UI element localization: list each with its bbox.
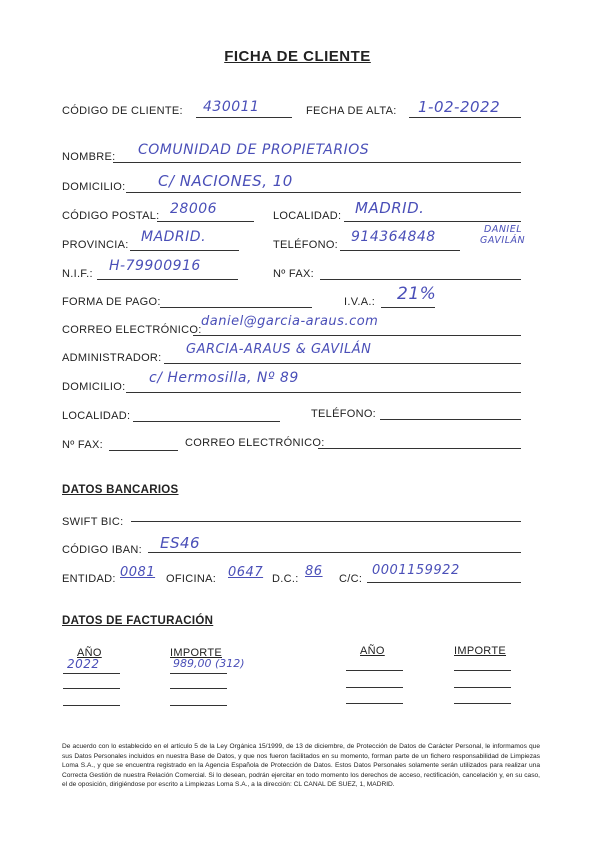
vat-line [381,307,435,308]
swift-line [131,521,521,522]
name-line [113,162,521,163]
billing-year-line [346,687,403,688]
payment-method-line [160,307,312,308]
billing-year-line [346,670,403,671]
province-line [130,250,239,251]
fax-line [320,279,521,280]
name-label: NOMBRE: [62,151,116,163]
registration-date-value[interactable]: 1-02-2022 [418,98,501,116]
administrator-label: ADMINISTRADOR: [62,352,162,364]
billing-amount-line [454,703,511,704]
privacy-notice: De acuerdo con lo establecido en el artículo 5 de la Ley Orgánica 15/1999, de 13 de diciembre, de Protección de Datos de Carácter Personal, le informamos que sus Datos Personales incluidos en nuestra Base de Datos, y que nos fueron facilitados en su momento, forman parte de un fichero responsabilidad de Limpiezas Loma S.A., y que se encuentra registrado en la Agencia Española de Protección de Datos. Estos Datos Personales solamente serán utilizados para realizar una Correcta Gestión de nuestra Relación Comercial. Si lo desean, podrán ejercitar en todo momento los derechos de acceso, rectificación, cancelación y, en su caso, el de oposición, dirigiéndose por escrito a Limpiezas Loma S.A., a la dirección: CL CANAL DE SUEZ, 1, MADRID. [62,743,540,789]
province-value[interactable]: MADRID. [141,229,207,245]
postal-code-label: CÓDIGO POSTAL: [62,210,160,222]
admin-locality-label: LOCALIDAD: [62,410,131,422]
page-title: FICHA DE CLIENTE [224,48,371,65]
admin-address-value[interactable]: c/ Hermosilla, Nº 89 [149,370,299,386]
billing-amount-line [170,673,227,674]
customer-code-value[interactable]: 430011 [203,99,260,115]
phone-value[interactable]: 914364848 [351,229,436,245]
fax-label: Nº FAX: [273,268,314,280]
province-label: PROVINCIA: [62,239,129,251]
billing-year-header-2: AÑO [360,645,385,657]
office-value[interactable]: 0647 [228,565,264,580]
address-value[interactable]: C/ NACIONES, 10 [158,172,293,190]
billing-year-header-1: AÑO [77,647,102,659]
customer-code-label: CÓDIGO DE CLIENTE: [62,105,183,117]
email-label: CORREO ELECTRÓNICO: [62,324,202,336]
admin-phone-line [380,419,521,420]
admin-address-line [126,392,521,393]
nif-label: N.I.F.: [62,268,93,280]
swift-label: SWIFT BIC: [62,516,124,528]
phone-label: TELÉFONO: [273,239,339,251]
admin-fax-label: Nº FAX: [62,439,103,451]
entity-value[interactable]: 0081 [120,565,156,580]
admin-phone-label: TELÉFONO: [311,408,377,420]
email-line [193,335,521,336]
iban-line [148,552,521,553]
administrator-line [164,363,521,364]
vat-value[interactable]: 21% [397,284,437,304]
entity-label: ENTIDAD: [62,573,116,585]
admin-email-label: CORREO ELECTRÓNICO: [185,437,325,449]
billing-amount-line [454,687,511,688]
postal-code-value[interactable]: 28006 [170,201,218,217]
account-label: C/C: [339,573,363,585]
address-line [126,192,521,193]
phone-note-2: GAVILÁN [480,235,526,246]
registration-date-line [409,117,521,118]
name-value[interactable]: COMUNIDAD DE PROPIETARIOS [138,142,370,158]
nif-line [97,279,238,280]
billing-section-title: DATOS DE FACTURACIÓN [62,615,214,627]
locality-label: LOCALIDAD: [273,210,342,222]
bank-section-title: DATOS BANCARIOS [62,484,179,496]
phone-line [340,250,460,251]
account-line [367,582,521,583]
billing-amount-header-1: IMPORTE [170,647,223,659]
billing-year-line [63,705,120,706]
dc-value[interactable]: 86 [305,564,323,579]
office-label: OFICINA: [166,573,217,585]
address-label: DOMICILIO: [62,181,126,193]
iban-label: CÓDIGO IBAN: [62,544,142,556]
billing-year-line [63,673,120,674]
iban-value[interactable]: ES46 [160,534,201,552]
billing-amount-header-2: IMPORTE [454,645,507,657]
payment-method-label: FORMA DE PAGO: [62,296,161,308]
dc-label: D.C.: [272,573,299,585]
billing-amount-line [170,688,227,689]
customer-code-line [196,117,292,118]
billing-row-year[interactable]: 2022 [67,657,100,671]
vat-label: I.V.A.: [344,296,376,308]
nif-value[interactable]: H-79900916 [109,258,201,274]
admin-locality-line [133,421,280,422]
admin-email-line [318,448,521,449]
billing-amount-line [170,705,227,706]
postal-code-line [157,221,254,222]
billing-year-line [346,703,403,704]
email-value[interactable]: daniel@garcia-araus.com [201,314,379,329]
admin-fax-line [109,450,178,451]
billing-amount-line [454,670,511,671]
locality-value[interactable]: MADRID. [355,199,425,217]
billing-row-amount[interactable]: 989,00 (312) [173,657,245,670]
account-value[interactable]: 0001159922 [372,563,460,578]
phone-note-1: DANIEL [484,224,523,235]
billing-year-line [63,688,120,689]
administrator-value[interactable]: GARCIA-ARAUS & GAVILÁN [186,342,372,357]
locality-line [344,221,521,222]
registration-date-label: FECHA DE ALTA: [306,105,397,117]
admin-address-label: DOMICILIO: [62,381,126,393]
